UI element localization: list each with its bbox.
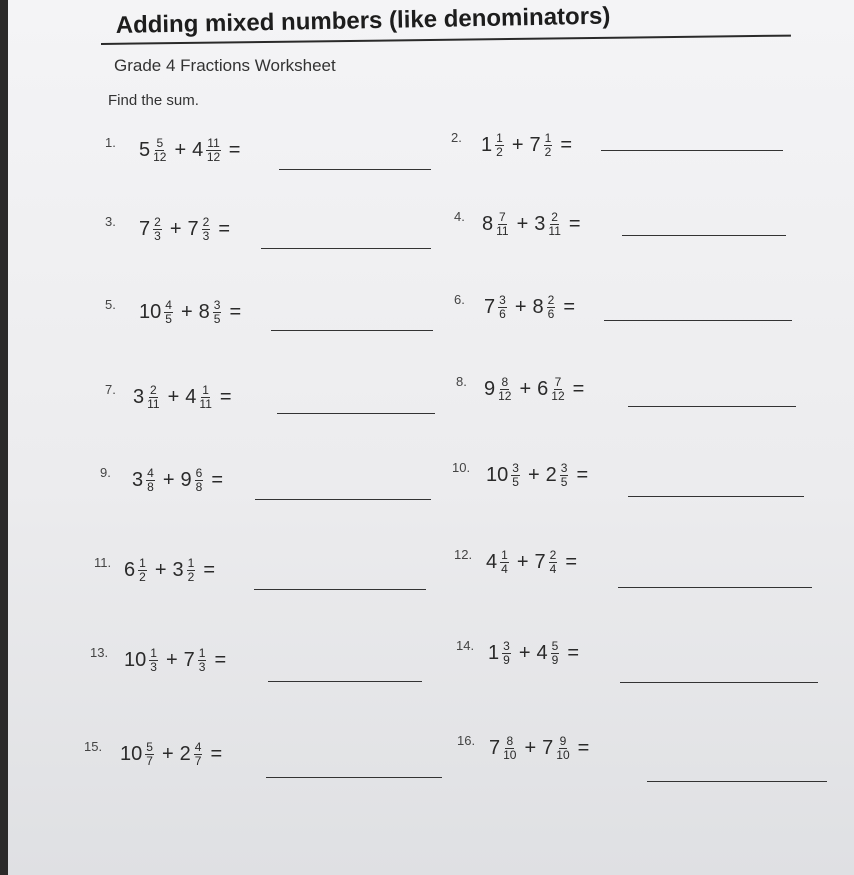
fraction xyxy=(551,376,564,403)
fraction xyxy=(195,467,204,494)
whole-number: 3 xyxy=(534,213,546,235)
fraction xyxy=(544,132,553,159)
problem-13 xyxy=(90,643,442,689)
problem-number: 10. xyxy=(452,460,471,475)
denominator: 4 xyxy=(501,562,508,576)
whole-number: 7 xyxy=(542,737,554,759)
denominator: 11 xyxy=(548,224,561,238)
denominator: 12 xyxy=(498,389,512,403)
fraction xyxy=(511,462,520,489)
plus-sign: + xyxy=(524,737,537,759)
numerator: 3 xyxy=(499,293,506,307)
denominator: 2 xyxy=(496,145,503,159)
fraction xyxy=(496,211,508,238)
problem-number: 14. xyxy=(456,638,475,653)
problem-10 xyxy=(452,458,807,504)
problem-expression xyxy=(120,741,222,768)
numerator: 1 xyxy=(150,646,157,660)
whole-number: 7 xyxy=(534,551,546,573)
plus-sign: + xyxy=(519,378,532,400)
problem-12 xyxy=(454,545,814,591)
fraction xyxy=(199,384,211,411)
numerator: 4 xyxy=(165,298,172,312)
fraction xyxy=(547,294,556,321)
problem-expression xyxy=(486,462,588,489)
plus-sign: + xyxy=(169,218,182,240)
problem-expression xyxy=(482,211,581,238)
whole-number: 7 xyxy=(489,737,501,759)
problem-expression xyxy=(139,216,230,243)
fraction xyxy=(147,384,159,411)
fraction xyxy=(549,549,558,576)
numerator: 2 xyxy=(154,215,161,229)
denominator: 11 xyxy=(496,224,509,238)
problem-5 xyxy=(105,295,435,341)
numerator: 1 xyxy=(202,383,209,397)
numerator: 5 xyxy=(156,136,164,150)
plus-sign: + xyxy=(527,464,540,486)
problem-16 xyxy=(457,731,832,777)
numerator: 5 xyxy=(146,740,153,754)
numerator: 2 xyxy=(150,383,157,397)
answer-line[interactable] xyxy=(271,330,433,331)
answer-line[interactable] xyxy=(620,682,818,683)
whole-number: 3 xyxy=(172,559,184,581)
denominator: 11 xyxy=(199,397,212,411)
whole-number: 7 xyxy=(484,296,496,318)
denominator: 9 xyxy=(551,653,559,667)
whole-number: 10 xyxy=(139,301,162,323)
problem-14 xyxy=(456,636,821,682)
fraction xyxy=(548,211,560,238)
plus-sign: + xyxy=(174,139,187,161)
fraction xyxy=(194,741,203,768)
fraction xyxy=(145,741,154,768)
problem-8 xyxy=(456,372,801,418)
whole-number: 7 xyxy=(187,218,199,240)
equals-sign: = xyxy=(218,218,230,240)
problem-3 xyxy=(105,212,435,258)
equals-sign: = xyxy=(229,301,242,323)
problem-expression xyxy=(484,376,584,403)
problem-expression xyxy=(484,294,575,321)
whole-number: 9 xyxy=(484,378,496,400)
whole-number: 4 xyxy=(536,642,548,664)
equals-sign: = xyxy=(219,386,232,408)
fraction xyxy=(149,647,158,674)
answer-line[interactable] xyxy=(261,248,431,249)
problem-number: 1. xyxy=(105,135,116,150)
plus-sign: + xyxy=(516,213,529,235)
answer-line[interactable] xyxy=(254,589,426,590)
whole-number: 2 xyxy=(545,464,557,486)
numerator: 8 xyxy=(501,375,509,389)
worksheet-title: Adding mixed numbers (like denominators) xyxy=(115,2,611,40)
whole-number: 10 xyxy=(120,743,143,765)
answer-line[interactable] xyxy=(601,150,783,151)
whole-number: 8 xyxy=(532,296,544,318)
denominator: 11 xyxy=(147,397,160,411)
problem-2 xyxy=(451,128,786,174)
equals-sign: = xyxy=(567,642,579,664)
denominator: 5 xyxy=(560,475,568,489)
denominator: 5 xyxy=(165,312,172,326)
denominator: 10 xyxy=(503,748,517,762)
whole-number: 10 xyxy=(124,649,147,671)
whole-number: 3 xyxy=(133,386,145,408)
denominator: 10 xyxy=(556,748,570,762)
fraction xyxy=(198,647,207,674)
whole-number: 4 xyxy=(486,551,498,573)
denominator: 3 xyxy=(150,660,157,674)
denominator: 6 xyxy=(499,307,506,321)
denominator: 7 xyxy=(146,754,153,768)
denominator: 3 xyxy=(202,229,210,243)
equals-sign: = xyxy=(228,139,241,161)
plus-sign: + xyxy=(518,642,531,664)
numerator: 7 xyxy=(554,375,562,389)
problem-number: 4. xyxy=(454,209,465,224)
denominator: 12 xyxy=(551,389,565,403)
numerator: 3 xyxy=(503,639,510,653)
numerator: 1 xyxy=(139,556,146,570)
numerator: 1 xyxy=(187,556,195,570)
fraction xyxy=(560,462,569,489)
denominator: 12 xyxy=(153,150,167,164)
problem-7 xyxy=(105,380,435,426)
numerator: 1 xyxy=(496,131,503,145)
denominator: 5 xyxy=(512,475,519,489)
problem-number: 6. xyxy=(454,292,465,307)
whole-number: 5 xyxy=(139,139,151,161)
fraction xyxy=(164,299,173,326)
numerator: 3 xyxy=(560,461,568,475)
numerator: 3 xyxy=(512,461,519,475)
problem-number: 12. xyxy=(454,547,473,562)
problem-15 xyxy=(84,737,444,783)
numerator: 5 xyxy=(551,639,559,653)
plus-sign: + xyxy=(162,469,175,491)
whole-number: 7 xyxy=(529,134,541,156)
denominator: 7 xyxy=(194,754,202,768)
equals-sign: = xyxy=(577,737,590,759)
equals-sign: = xyxy=(211,469,223,491)
whole-number: 8 xyxy=(198,301,210,323)
numerator: 2 xyxy=(547,293,555,307)
fraction xyxy=(153,137,166,164)
problem-1 xyxy=(105,133,435,179)
problem-6 xyxy=(454,290,794,336)
denominator: 8 xyxy=(147,480,154,494)
problem-number: 16. xyxy=(457,733,476,748)
whole-number: 9 xyxy=(180,469,192,491)
problem-expression xyxy=(139,137,240,164)
fraction xyxy=(502,640,511,667)
whole-number: 2 xyxy=(179,743,191,765)
fraction xyxy=(153,216,162,243)
problem-number: 11. xyxy=(94,555,112,570)
denominator: 3 xyxy=(154,229,161,243)
numerator: 1 xyxy=(198,646,206,660)
whole-number: 1 xyxy=(481,134,493,156)
whole-number: 10 xyxy=(486,464,509,486)
problem-expression xyxy=(486,549,577,576)
problem-expression xyxy=(132,467,223,494)
whole-number: 3 xyxy=(132,469,144,491)
equals-sign: = xyxy=(568,213,581,235)
problem-expression xyxy=(124,647,226,674)
answer-line[interactable] xyxy=(279,169,431,170)
plus-sign: + xyxy=(154,559,167,581)
problem-4 xyxy=(454,207,789,253)
denominator: 8 xyxy=(195,480,203,494)
plus-sign: + xyxy=(167,386,180,408)
plus-sign: + xyxy=(165,649,178,671)
whole-number: 7 xyxy=(139,218,151,240)
whole-number: 6 xyxy=(537,378,549,400)
answer-line[interactable] xyxy=(255,499,431,500)
answer-line[interactable] xyxy=(266,777,442,778)
plus-sign: + xyxy=(514,296,527,318)
fraction xyxy=(187,557,196,584)
problem-number: 3. xyxy=(105,214,116,229)
problem-expression xyxy=(481,132,572,159)
answer-line[interactable] xyxy=(618,587,812,588)
instruction-text: Find the sum. xyxy=(108,92,199,109)
numerator: 2 xyxy=(549,548,557,562)
denominator: 5 xyxy=(213,312,221,326)
equals-sign: = xyxy=(563,296,575,318)
equals-sign: = xyxy=(210,743,223,765)
plus-sign: + xyxy=(180,301,193,323)
answer-line[interactable] xyxy=(277,413,435,414)
denominator: 2 xyxy=(187,570,195,584)
answer-line[interactable] xyxy=(604,320,792,321)
numerator: 2 xyxy=(202,215,210,229)
numerator: 4 xyxy=(147,466,154,480)
numerator: 4 xyxy=(194,740,202,754)
problem-expression xyxy=(488,640,579,667)
fraction xyxy=(500,549,509,576)
fraction xyxy=(498,376,511,403)
fraction xyxy=(503,735,516,762)
problem-number: 13. xyxy=(90,645,109,660)
numerator: 8 xyxy=(506,734,514,748)
equals-sign: = xyxy=(214,649,227,671)
denominator: 9 xyxy=(503,653,510,667)
denominator: 2 xyxy=(139,570,146,584)
fraction xyxy=(556,735,569,762)
denominator: 2 xyxy=(544,145,552,159)
problem-expression xyxy=(124,557,215,584)
equals-sign: = xyxy=(576,464,589,486)
problem-number: 9. xyxy=(100,465,111,480)
problem-expression xyxy=(139,299,241,326)
denominator: 3 xyxy=(198,660,206,674)
numerator: 6 xyxy=(195,466,203,480)
whole-number: 7 xyxy=(183,649,195,671)
numerator: 11 xyxy=(207,136,220,150)
worksheet-page xyxy=(8,0,854,875)
answer-line[interactable] xyxy=(647,781,827,782)
answer-line[interactable] xyxy=(268,681,422,682)
problem-expression xyxy=(489,735,589,762)
equals-sign: = xyxy=(560,134,572,156)
fraction xyxy=(213,299,222,326)
answer-line[interactable] xyxy=(622,235,786,236)
denominator: 4 xyxy=(549,562,557,576)
whole-number: 4 xyxy=(192,139,204,161)
denominator: 6 xyxy=(547,307,555,321)
answer-line[interactable] xyxy=(628,496,804,497)
equals-sign: = xyxy=(203,559,215,581)
equals-sign: = xyxy=(565,551,577,573)
equals-sign: = xyxy=(572,378,585,400)
numerator: 1 xyxy=(544,131,552,145)
whole-number: 6 xyxy=(124,559,136,581)
problem-9 xyxy=(100,463,440,509)
problem-11 xyxy=(94,553,440,599)
plus-sign: + xyxy=(511,134,524,156)
problem-number: 15. xyxy=(84,739,103,754)
problem-number: 2. xyxy=(451,130,462,145)
problem-number: 8. xyxy=(456,374,467,389)
fraction xyxy=(206,137,220,164)
fraction xyxy=(202,216,211,243)
numerator: 3 xyxy=(213,298,221,312)
plus-sign: + xyxy=(161,743,174,765)
problem-expression xyxy=(133,384,232,411)
numerator: 2 xyxy=(551,210,558,224)
denominator: 12 xyxy=(206,150,221,164)
problem-number: 5. xyxy=(105,297,116,312)
whole-number: 4 xyxy=(185,386,197,408)
fraction xyxy=(146,467,155,494)
fraction xyxy=(498,294,507,321)
numerator: 9 xyxy=(559,734,567,748)
whole-number: 8 xyxy=(482,213,494,235)
whole-number: 1 xyxy=(488,642,500,664)
fraction xyxy=(495,132,504,159)
plus-sign: + xyxy=(516,551,529,573)
numerator: 7 xyxy=(499,210,506,224)
answer-line[interactable] xyxy=(628,406,796,407)
fraction xyxy=(551,640,560,667)
problem-number: 7. xyxy=(105,382,116,397)
fraction xyxy=(138,557,147,584)
numerator: 1 xyxy=(501,548,508,562)
worksheet-subtitle: Grade 4 Fractions Worksheet xyxy=(114,56,336,75)
